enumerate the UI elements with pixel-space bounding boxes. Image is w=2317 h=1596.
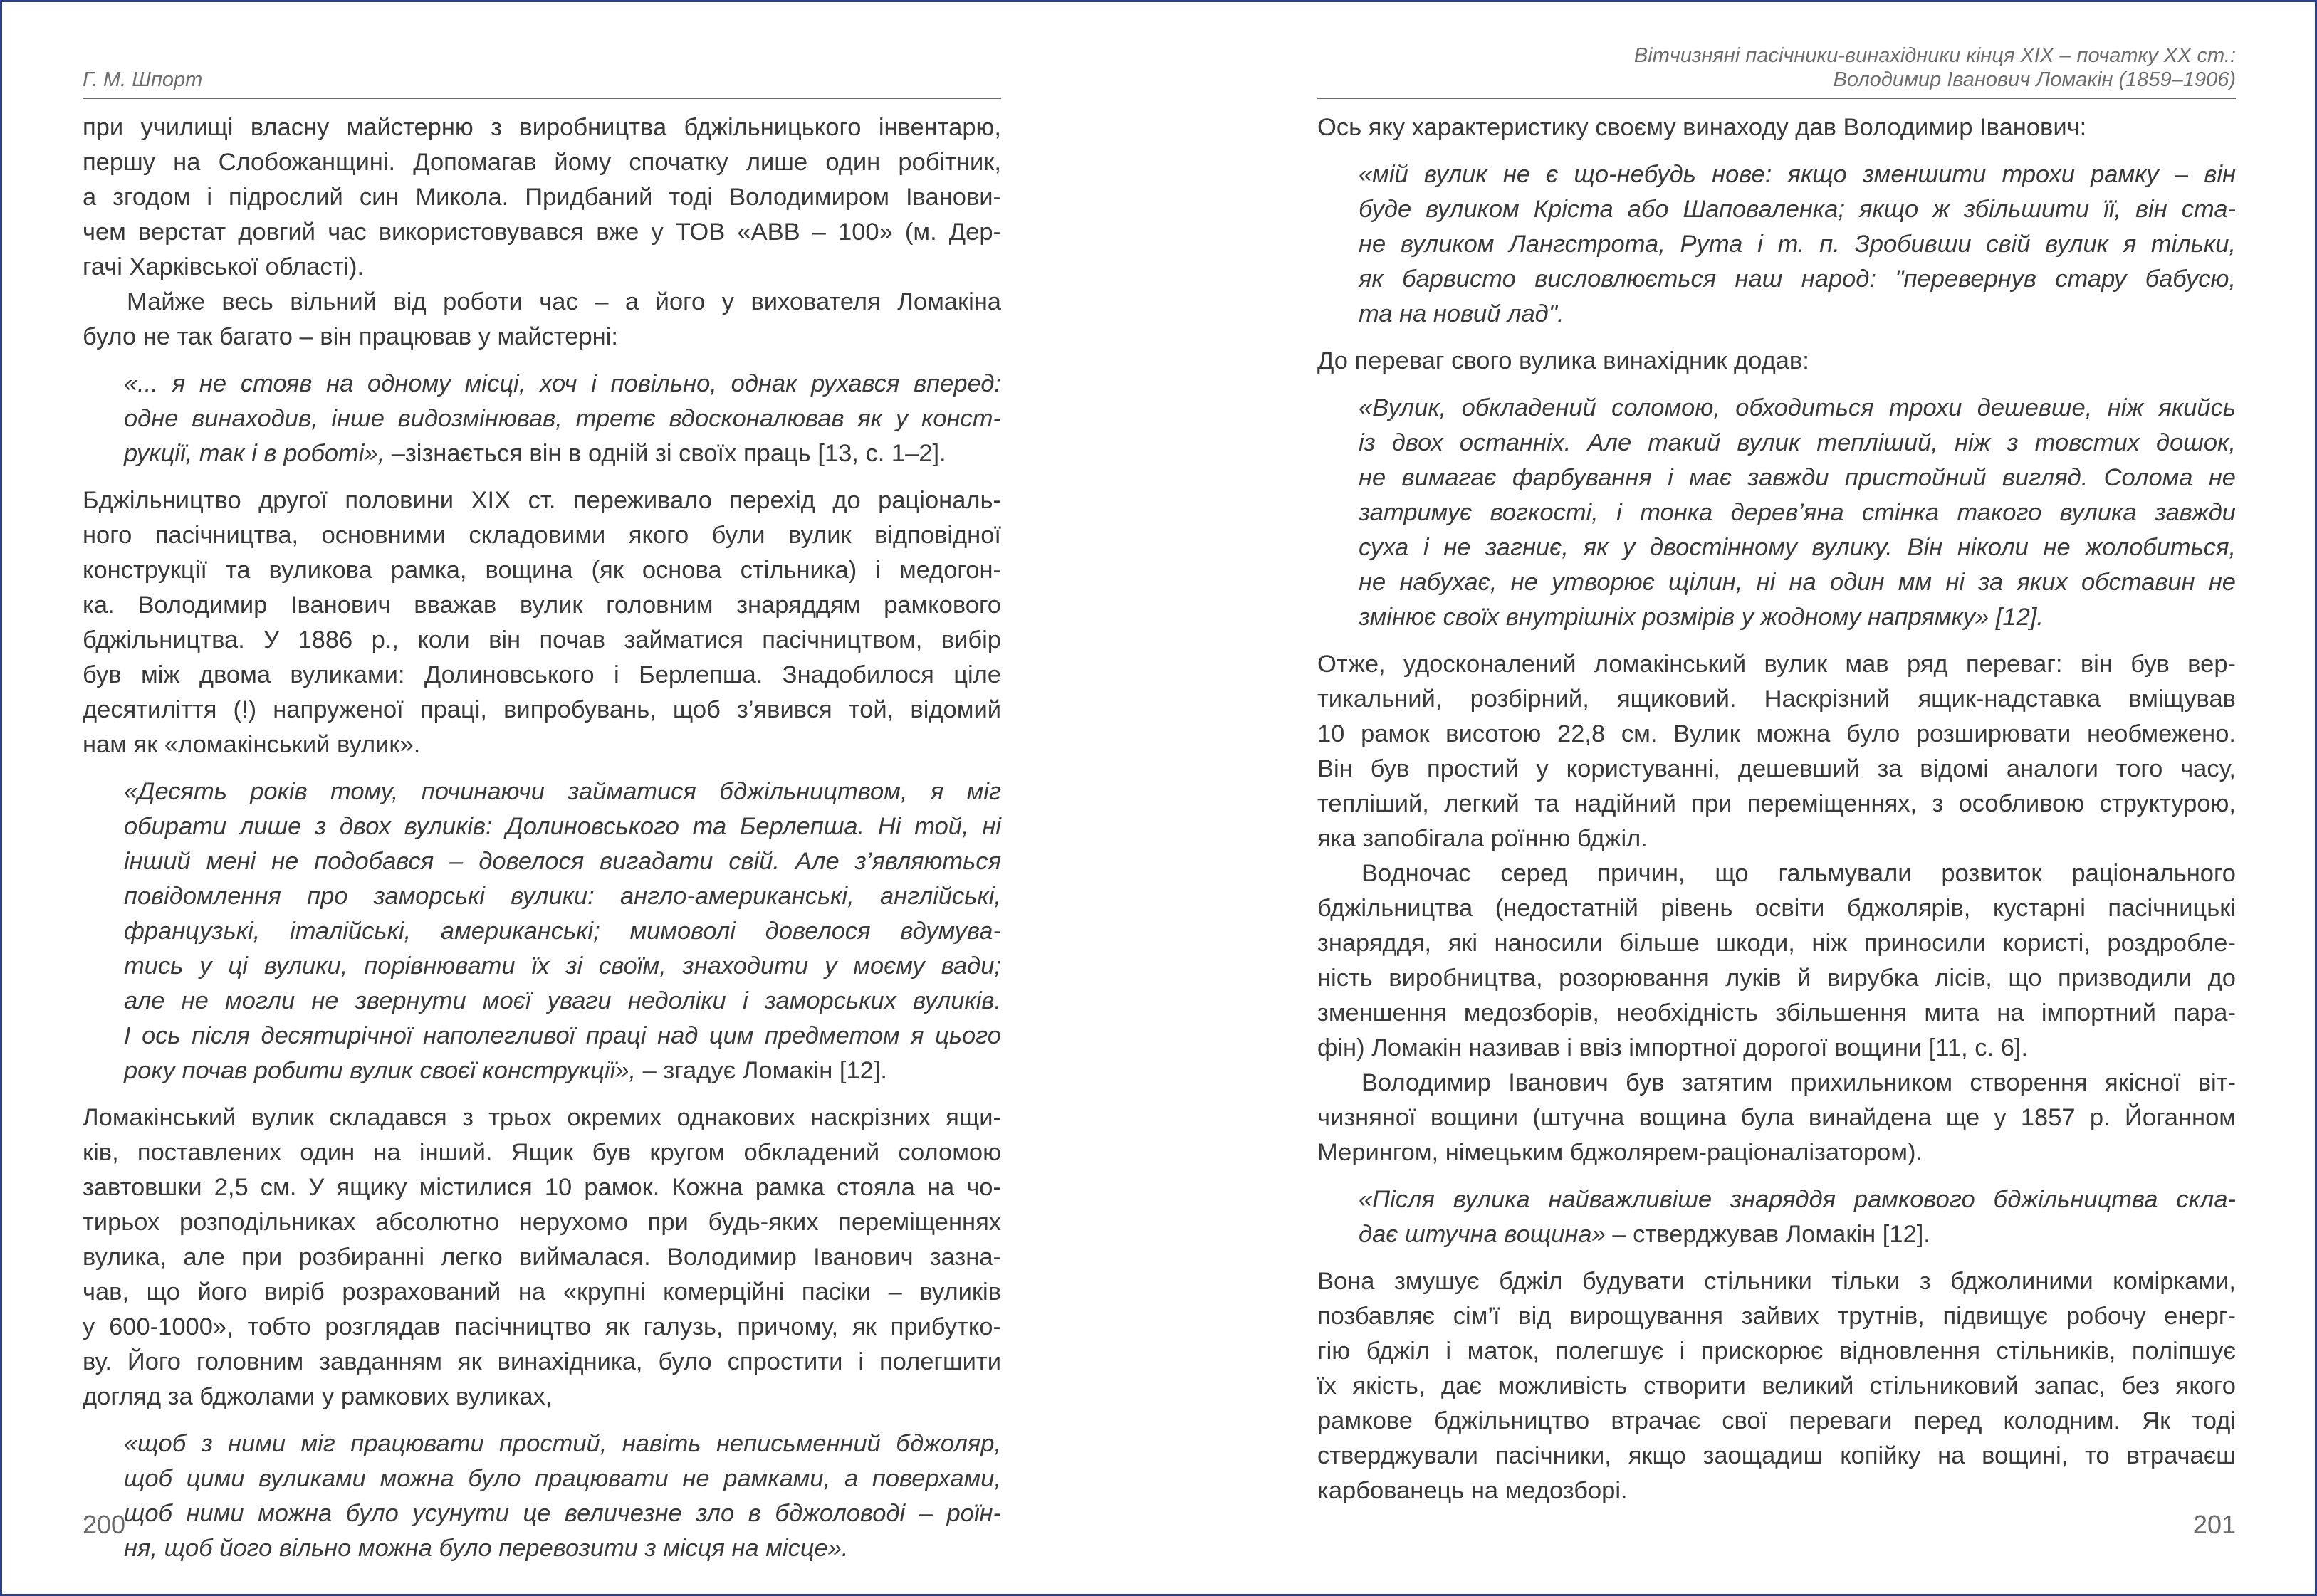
quote-line: не вуликом Лангстрота, Рута і т. п. Зробивши свій вулик я тільки, xyxy=(1359,231,2236,258)
text-line: Ось яку характеристику своєму винаходу дав Володимир Іванович: xyxy=(1317,114,2087,141)
quote-line: але не могли не звернути моєї уваги недоліки і заморських вуликів. xyxy=(124,987,1001,1014)
left-running-head xyxy=(83,41,1001,99)
text-line: чем верстат довгий час використовувався вже у ТОВ «АВВ – 100» (м. Дер- xyxy=(83,219,1001,246)
text-line: ного пасічництва, основними складовими якого були вулик відповідної xyxy=(83,522,1001,549)
text-line: Мерингом, німецьким бджолярем-раціоналізатором). xyxy=(1317,1139,1923,1166)
quote-line: одне винаходив, інше видозмінював, третє вдосконалював як у конст- xyxy=(124,405,1001,432)
text-line: карбованець на медозборі. xyxy=(1317,1477,1628,1504)
quote-text: дає штучна вощина» xyxy=(1359,1221,1606,1248)
text-line: у 600-1000», тобто розглядав пасічництво як галузь, причому, як прибутко- xyxy=(83,1313,1001,1340)
text-line: їх якість, дає можливість створити великий стільниковий запас, без якого xyxy=(1317,1372,2236,1400)
quote-attribution: – стверджував Ломакін [12]. xyxy=(1605,1221,1930,1248)
quote-line: «мій вулик не є що-небудь нове: якщо зменшити трохи рамку – він xyxy=(1359,161,2236,188)
page-number: 200 xyxy=(83,1510,126,1539)
quote-line: французькі, італійські, американські; мимоволі довелося вдумува- xyxy=(124,918,1001,945)
quote-attribution: – згадує Ломакін [12]. xyxy=(636,1057,888,1084)
quote-line: «Після вулика найважливіше знаряддя рамкового бджільництва скла- xyxy=(1359,1186,2236,1213)
quote-line: щоб ними можна було усунути це величезне зло в бджоловоді – роїн- xyxy=(124,1500,1001,1527)
text-line: гачі Харківської області). xyxy=(83,253,365,280)
text-line: Вона змушує бджіл будувати стільники тільки з бджолиними комірками, xyxy=(1317,1268,2236,1295)
text-line: тепліший, легкий та надійний при переміщеннях, з особливою структурою, xyxy=(1317,790,2236,817)
text-line: був між двома вуликами: Долиновського і Берлепша. Знадобилося ціле xyxy=(83,661,1001,688)
text-line: було не так багато – він працював у майстерні: xyxy=(83,323,618,350)
text-line: Володимир Іванович був затятим прихильником створення якісної віт- xyxy=(1361,1069,2236,1096)
right-body-text xyxy=(1317,110,2236,1508)
text-line: при училищі власну майстерню з виробництва бджільницького інвентарю, xyxy=(83,114,1001,141)
quote-line: буде вуликом Кріста або Шаповаленка; якщо ж збільшити її, він ста- xyxy=(1359,196,2236,223)
text-line: нам як «ломакінський вулик». xyxy=(83,731,421,758)
text-line: а згодом і підрослий син Микола. Придбаний тоді Володимиром Іванови- xyxy=(83,184,1001,211)
quote-line: щоб цими вуликами можна було працювати не рамками, а поверхами, xyxy=(124,1465,1001,1492)
text-line: тикальний, розбірний, ящиковий. Наскрізний ящик-надставка вміщував xyxy=(1317,686,2236,713)
text-line: чав, що його виріб розрахований на «крупні комерційні пасіки – вуликів xyxy=(83,1279,1001,1306)
text-line: бджільництва. У 1886 р., коли він почав займатися пасічництвом, вибір xyxy=(83,626,1001,653)
text-line: вулика, але при розбиранні легко виймалася. Володимир Іванович зазна- xyxy=(83,1244,1001,1271)
text-line: ка. Володимир Іванович вважав вулик головним знаряддям рамкового xyxy=(83,592,1001,619)
chapter-header-line: Володимир Іванович Ломакін (1859–1906) xyxy=(1833,68,2236,91)
quote-text: року почав робити вулик своєї конструкції», xyxy=(124,1057,636,1084)
text-line: завтовшки 2,5 см. У ящику містилися 10 рамок. Кожна рамка стояла на чо- xyxy=(83,1174,1001,1201)
page-number: 201 xyxy=(2192,1510,2236,1539)
quote-line: суха і не загниє, як у двостінному вулику. Він ніколи не жолобиться, xyxy=(1359,534,2236,561)
text-line: яка запобігала роїнню бджіл. xyxy=(1317,825,1648,852)
text-line: Майже весь вільний від роботи час – а його у вихователя Ломакіна xyxy=(127,288,1001,315)
quote-line: ня, щоб його вільно можна було перевозити з місця на місце». xyxy=(124,1535,849,1562)
quote-line xyxy=(83,436,1001,471)
quote-text: рукції, так і в роботі», xyxy=(124,440,385,467)
right-page xyxy=(1317,2,2236,1594)
author-header: Г. М. Шпорт xyxy=(83,68,203,91)
quote-line: «... я не стояв на одному місці, хоч і повільно, однак рухався вперед: xyxy=(124,370,1001,397)
quote-line xyxy=(83,1054,1001,1088)
text-line: фін) Ломакін називав і ввіз імпортної дорогої вощини [11, с. 6]. xyxy=(1317,1034,2029,1061)
text-line: тирьох розподільниках абсолютно нерухомо при будь-яких переміщеннях xyxy=(83,1209,1001,1236)
text-line: стверджували пасічники, якщо заощадиш копійку на вощині, то втрачаєш xyxy=(1317,1442,2236,1469)
quote-line xyxy=(1317,1217,2236,1252)
text-line: Водночас серед причин, що гальмували розвиток раціонального xyxy=(1361,860,2236,887)
quote-line: не набухає, не утворює щілин, ні на один мм ні за яких обставин не xyxy=(1359,569,2236,596)
text-line: ву. Його головним завданням як винахідника, було спростити і полегшити xyxy=(83,1348,1001,1375)
quote-line: затримує вогкості, і тонка дерев’яна стінка такого вулика завжди xyxy=(1359,499,2236,526)
quote-line: не вимагає фарбування і має завжди пристойний вигляд. Солома не xyxy=(1359,464,2236,491)
text-line: 10 рамок висотою 22,8 см. Вулик можна було розширювати необмежено. xyxy=(1317,720,2236,747)
quote-line: тись у ці вулики, порівнювати їх зі своїм, знаходити у моєму вади; xyxy=(124,952,1001,980)
quote-line: «Десять років тому, починаючи займатися бджільництвом, я міг xyxy=(124,778,1001,805)
text-line: першу на Слобожанщині. Допомагав йому спочатку лише один робітник, xyxy=(83,149,1001,176)
quote-line: «Вулик, обкладений соломою, обходиться трохи дешевше, ніж якийсь xyxy=(1359,394,2236,421)
text-line: бджільництва (недостатній рівень освіти бджолярів, кустарні пасічницькі xyxy=(1317,895,2236,922)
quote-attribution: –зізнається він в одній зі своїх праць [13, с. 1–2]. xyxy=(385,440,946,467)
chapter-header-line: Вітчизняні пасічники-винахідники кінця XIX – початку XX ст.: xyxy=(1633,44,2236,67)
text-line: Ломакінський вулик складався з трьох окремих однакових наскрізних ящи- xyxy=(83,1104,1001,1131)
text-line: позбавляє сім’ї від вирощування зайвих трутнів, підвищує робочу енерг- xyxy=(1317,1303,2236,1330)
text-line: знаряддя, які наносили більше шкоди, ніж приносили користі, роздробле- xyxy=(1317,930,2236,957)
text-line: рамкове бджільництво втрачає свої переваги перед колодним. Як тоді xyxy=(1317,1407,2236,1434)
text-line: десятиліття (!) напруженої праці, випробувань, щоб з’явився той, відомий xyxy=(83,696,1001,723)
text-line: гію бджіл і маток, полегшує і прискорює відновлення стільників, поліпшує xyxy=(1317,1338,2236,1365)
quote-line: змінює своїх внутрішніх розмірів у жодному напрямку» [12]. xyxy=(1359,604,2044,631)
quote-line: І ось після десятирічної наполегливої праці над цим предметом я цього xyxy=(124,1022,1001,1049)
quote-line: та на новий лад". xyxy=(1359,300,1564,327)
quote-line: повідомлення про заморські вулики: англо-американські, англійські, xyxy=(124,883,1001,910)
text-line: чизняної вощини (штучна вощина була винайдена ще у 1857 р. Йоганном xyxy=(1317,1104,2236,1131)
quote-line: обирати лише з двох вуликів: Долиновського та Берлепша. Ні той, ні xyxy=(124,813,1001,840)
left-body-text xyxy=(83,110,1001,1566)
chapter-header xyxy=(1634,43,2236,92)
text-line: зменшення медозборів, необхідність збільшення мита на імпортний пара- xyxy=(1317,999,2236,1027)
text-line: конструкції та вуликова рамка, вощина (як основа стільника) і медогон- xyxy=(83,557,1001,584)
text-line: Отже, удосконалений ломакінський вулик мав ряд переваг: він був вер- xyxy=(1317,651,2236,678)
right-running-head xyxy=(1317,41,2236,99)
quote-line: як барвисто висловлюється наш народ: "перевернув стару бабусю, xyxy=(1359,266,2236,293)
text-line: Бджільництво другої половини XIX ст. переживало перехід до раціональ- xyxy=(83,487,1001,514)
quote-line: «щоб з ними міг працювати простий, навіть неписьменний бджоляр, xyxy=(124,1430,1001,1457)
text-line: ків, поставлених один на інший. Ящик був кругом обкладений соломою xyxy=(83,1139,1001,1166)
left-page xyxy=(83,2,1001,1594)
text-line: ність виробництва, розорювання луків й вирубка лісів, що призводили до xyxy=(1317,965,2236,992)
quote-line: із двох останніх. Але такий вулик тепліший, ніж з товстих дошок, xyxy=(1359,429,2236,456)
quote-line: інший мені не подобався – довелося вигадати свій. Але з’являються xyxy=(124,848,1001,875)
text-line: До переваг свого вулика винахідник додав: xyxy=(1317,347,1809,374)
text-line: Він був простий у користуванні, дешевший за відомі аналоги того часу, xyxy=(1317,755,2236,782)
text-line: догляд за бджолами у рамкових вуликах, xyxy=(83,1383,553,1410)
